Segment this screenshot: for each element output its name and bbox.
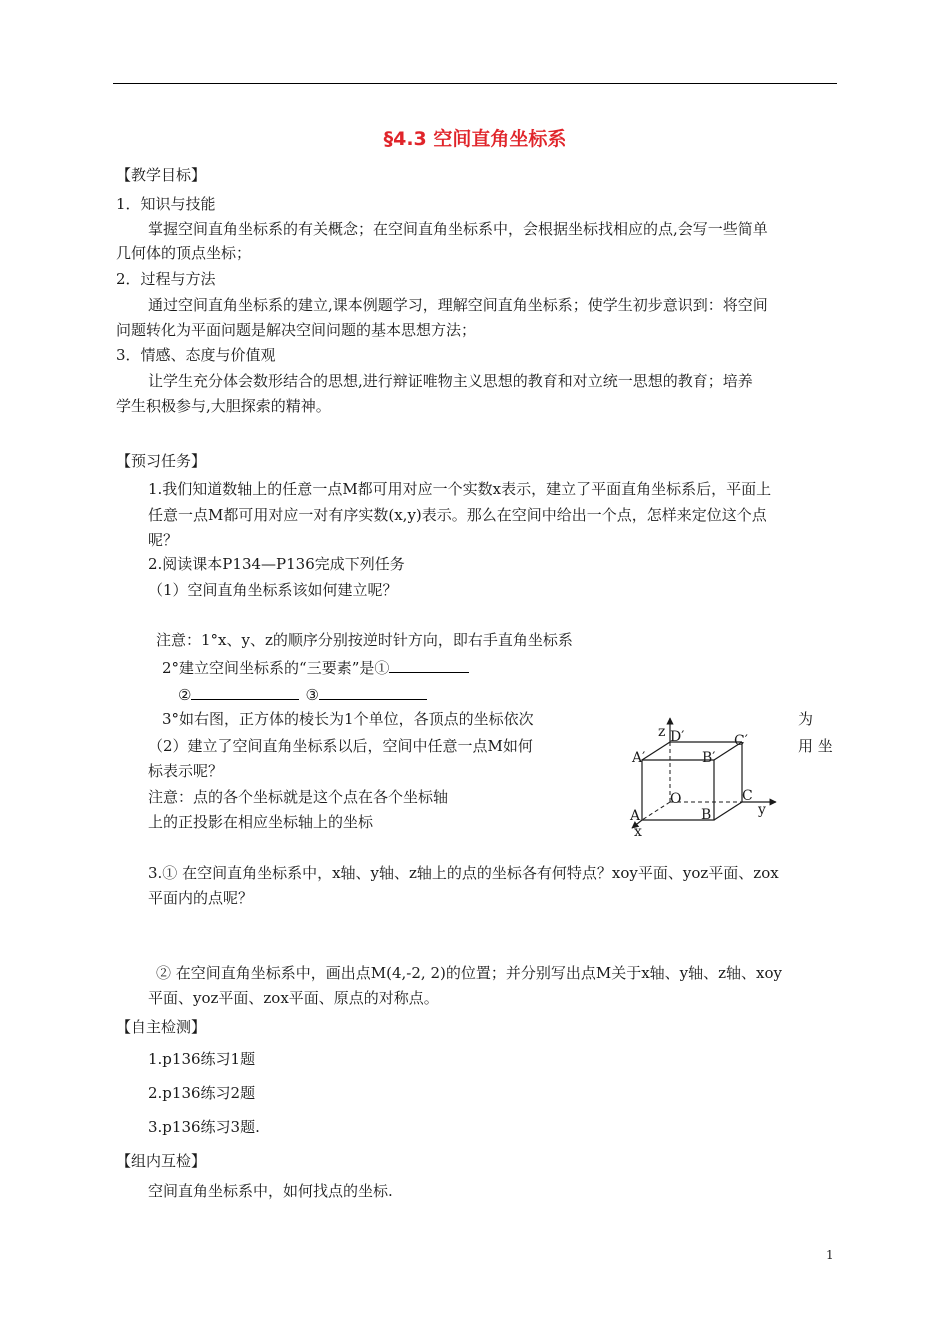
blank-3-label: ③ [305, 686, 319, 704]
preview-1-line-3: 呢？ [148, 531, 179, 549]
page-number: 1 [826, 1248, 834, 1262]
hidden-edges [642, 742, 742, 820]
blank-1[interactable] [389, 656, 469, 673]
label-O: O [670, 791, 682, 807]
label-A1: A′ [632, 750, 646, 766]
preview-3-line-1: 3.① 在空间直角坐标系中，x轴、y轴、z轴上的点的坐标各有何特点？xoy平面、yoz平面、zox [148, 864, 779, 882]
question-2-end: 用 坐 [798, 737, 833, 755]
objective-3-title: 3．情感、态度与价值观 [116, 346, 276, 364]
objective-1-title: 1．知识与技能 [116, 195, 216, 213]
group-check-line-1: 空间直角坐标系中，如何找点的坐标. [148, 1182, 393, 1200]
note-4-line-1: 注意：点的各个坐标就是这个点在各个坐标轴 [148, 788, 449, 806]
note-3: 3°如右图，正方体的棱长为1个单位，各顶点的坐标依次 [162, 710, 534, 728]
note-2-text: 2°建立空间坐标系的“三要素”是① [162, 659, 390, 677]
page-title: §4.3 空间直角坐标系 [383, 128, 567, 150]
exercise-1: 1.p136练习1题 [148, 1050, 256, 1068]
objective-2-line-1: 通过空间直角坐标系的建立,课本例题学习，理解空间直角坐标系；使学生初步意识到：将空间 [148, 296, 768, 314]
blank-2-label: ② [178, 686, 192, 704]
section-header-preview: 【预习任务】 [116, 452, 207, 470]
objective-3-line-2: 学生积极参与,大胆探索的精神。 [116, 397, 331, 415]
question-2-line-2: 标表示呢？ [148, 762, 224, 780]
question-2: （2）建立了空间直角坐标系以后，空间中任意一点M如何 [148, 737, 533, 755]
blank-2[interactable] [191, 683, 299, 700]
label-x: x [634, 824, 642, 840]
objective-3-line-1: 让学生充分体会数形结合的思想,进行辩证唯物主义思想的教育和对立统一思想的教育；培养 [148, 372, 753, 390]
objective-2-title: 2．过程与方法 [116, 270, 216, 288]
objective-1-line-1: 掌握空间直角坐标系的有关概念；在空间直角坐标系中，会根据坐标找相应的点,会写一些简单 [148, 220, 768, 238]
note-2-blanks [178, 683, 427, 706]
section-header-self-check: 【自主检测】 [116, 1018, 207, 1036]
preview-2: 2.阅读课本P134—P136完成下列任务 [148, 555, 405, 573]
preview-1-line-1: 1.我们知道数轴上的任意一点M都可用对应一个实数x表示，建立了平面直角坐标系后，平面上 [148, 480, 772, 498]
note-3-end: 为 [798, 710, 814, 728]
preview-3-line-2: 平面内的点呢？ [148, 889, 254, 907]
blank-3[interactable] [319, 683, 427, 700]
preview-3b-line-1: ② 在空间直角坐标系中，画出点M(4,-2, 2)的位置；并分别写出点M关于x轴、y轴、z轴、xoy [156, 964, 782, 982]
preview-3b-line-2: 平面、yoz平面、zox平面、原点的对称点。 [148, 989, 439, 1007]
exercise-2: 2.p136练习2题 [148, 1084, 256, 1102]
note-1: 注意：1°x、y、z的顺序分别按逆时针方向，即右手直角坐标系 [156, 631, 573, 649]
label-y: y [758, 802, 766, 818]
label-C1: C′ [734, 733, 748, 749]
header-rule [113, 83, 837, 84]
label-B1: B′ [702, 750, 716, 766]
label-z: z [658, 724, 666, 740]
objective-2-line-2: 问题转化为平面问题是解决空间问题的基本思想方法； [116, 321, 477, 339]
preview-1-line-2: 任意一点M都可用对应一对有序实数(x,y)表示。那么在空间中给出一个点，怎样来定位这个点 [148, 506, 767, 524]
section-header-objectives: 【教学目标】 [116, 166, 207, 184]
label-B: B [701, 807, 712, 823]
preview-2-question-1: （1）空间直角坐标系该如何建立呢？ [148, 581, 398, 599]
cube-coordinate-figure [622, 712, 792, 840]
objective-1-line-2: 几何体的顶点坐标； [116, 244, 252, 262]
section-header-group-check: 【组内互检】 [116, 1152, 207, 1170]
label-D1: D′ [670, 729, 685, 745]
label-A: A [630, 808, 641, 824]
note-4-line-2: 上的正投影在相应坐标轴上的坐标 [148, 813, 374, 831]
label-C: C [742, 788, 753, 804]
visible-edges [642, 742, 742, 820]
note-2 [162, 656, 469, 679]
exercise-3: 3.p136练习3题. [148, 1118, 260, 1136]
